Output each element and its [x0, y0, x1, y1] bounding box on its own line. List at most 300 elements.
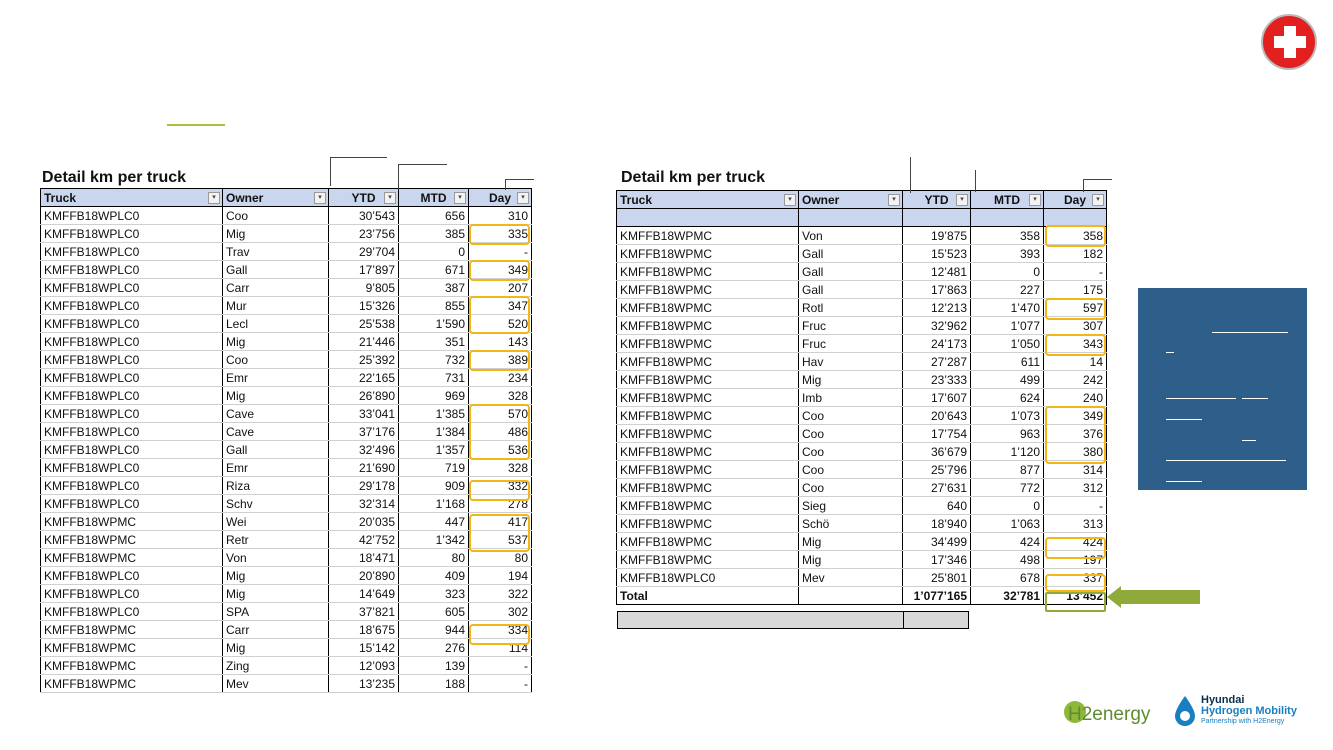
table-row — [41, 315, 532, 333]
cell-truck[interactable]: KMFFB18WPMC — [617, 497, 799, 515]
cell-mtd[interactable]: 1’470 — [971, 299, 1044, 317]
cell-ytd[interactable]: 37’176 — [329, 423, 399, 441]
cell-truck[interactable]: KMFFB18WPMC — [617, 263, 799, 281]
cell-mtd[interactable]: 409 — [399, 567, 469, 585]
cell-mtd[interactable]: 611 — [971, 353, 1044, 371]
cell-mtd[interactable]: 358 — [971, 227, 1044, 245]
cell-truck[interactable]: KMFFB18WPLC0 — [41, 243, 223, 261]
cell-owner[interactable]: SPA — [223, 603, 329, 621]
cell-mtd[interactable]: 969 — [399, 387, 469, 405]
cell-truck[interactable]: KMFFB18WPMC — [617, 389, 799, 407]
cell-mtd[interactable]: 1’357 — [399, 441, 469, 459]
cell-owner[interactable]: Coo — [799, 425, 903, 443]
cell-mtd[interactable]: 80 — [399, 549, 469, 567]
cell-truck[interactable]: KMFFB18WPMC — [617, 335, 799, 353]
table-row — [41, 297, 532, 315]
highlight-box — [1045, 334, 1106, 356]
table-row — [41, 387, 532, 405]
swiss-flag-icon — [1261, 14, 1317, 70]
cell-ytd[interactable]: 32’496 — [329, 441, 399, 459]
cell-ytd[interactable]: 26’890 — [329, 387, 399, 405]
cell-ytd[interactable]: 14’649 — [329, 585, 399, 603]
cell-truck[interactable]: KMFFB18WPMC — [41, 621, 223, 639]
header-owner[interactable]: Owner ▾ — [799, 191, 903, 209]
cell-day[interactable]: 14 — [1044, 353, 1107, 371]
cell-mtd[interactable]: 944 — [399, 621, 469, 639]
cell-mtd[interactable]: 855 — [399, 297, 469, 315]
cell-owner[interactable]: Imb — [799, 389, 903, 407]
cell-ytd[interactable]: 20’890 — [329, 567, 399, 585]
highlight-box — [469, 224, 530, 245]
table-row — [617, 371, 1107, 389]
table-row — [41, 495, 532, 513]
cell-owner[interactable]: Gall — [223, 261, 329, 279]
cell-owner[interactable]: Gall — [799, 263, 903, 281]
cell-mtd[interactable]: 139 — [399, 657, 469, 675]
header-mtd[interactable]: MTD ▾ — [399, 189, 469, 207]
cell-mtd[interactable]: 498 — [971, 551, 1044, 569]
cell-day[interactable]: 307 — [1044, 317, 1107, 335]
filter-dropdown-icon[interactable]: ▾ — [517, 192, 529, 204]
cell-owner[interactable]: Carr — [223, 621, 329, 639]
table-row — [617, 299, 1107, 317]
cell-day[interactable]: 424 — [1044, 533, 1107, 551]
cell-truck[interactable]: KMFFB18WPMC — [617, 443, 799, 461]
cell-ytd[interactable]: 12’481 — [903, 263, 971, 281]
cell-owner[interactable]: Coo — [799, 461, 903, 479]
cell-owner[interactable]: Coo — [223, 207, 329, 225]
cell-owner[interactable]: Mig — [223, 639, 329, 657]
table-row — [41, 585, 532, 603]
cell-day[interactable]: 182 — [1044, 245, 1107, 263]
cell-ytd[interactable]: 13’235 — [329, 675, 399, 693]
highlight-box — [1045, 225, 1106, 247]
cell-mtd[interactable]: 1’342 — [399, 531, 469, 549]
cell-owner[interactable]: Wei — [223, 513, 329, 531]
cell-mtd[interactable]: 424 — [971, 533, 1044, 551]
total-mtd: 32’781 — [971, 587, 1044, 605]
cell-ytd[interactable]: 15’142 — [329, 639, 399, 657]
cell-truck[interactable]: KMFFB18WPMC — [617, 371, 799, 389]
cell-day[interactable]: 335 — [469, 225, 532, 243]
cell-day[interactable]: 537 — [469, 531, 532, 549]
cell-ytd[interactable]: 20’643 — [903, 407, 971, 425]
cell-owner[interactable]: Coo — [799, 443, 903, 461]
cell-ytd[interactable]: 12’213 — [903, 299, 971, 317]
cell-mtd[interactable]: 963 — [971, 425, 1044, 443]
cell-ytd[interactable]: 15’326 — [329, 297, 399, 315]
cell-ytd[interactable]: 19’875 — [903, 227, 971, 245]
cell-day[interactable]: 520 — [469, 315, 532, 333]
cell-mtd[interactable]: 656 — [399, 207, 469, 225]
cell-ytd[interactable]: 17’863 — [903, 281, 971, 299]
cell-truck[interactable]: KMFFB18WPMC — [41, 639, 223, 657]
cell-truck[interactable]: KMFFB18WPMC — [617, 299, 799, 317]
cell-day[interactable]: 389 — [469, 351, 532, 369]
cell-owner[interactable]: Von — [223, 549, 329, 567]
cell-mtd[interactable]: 387 — [399, 279, 469, 297]
cell-mtd[interactable]: 1’385 — [399, 405, 469, 423]
filter-dropdown-icon[interactable]: ▾ — [888, 194, 900, 206]
cell-truck[interactable]: KMFFB18WPLC0 — [41, 369, 223, 387]
callout-line — [910, 157, 927, 193]
cell-mtd[interactable]: 1’077 — [971, 317, 1044, 335]
cell-ytd[interactable]: 32’314 — [329, 495, 399, 513]
cell-day[interactable]: 536 — [469, 441, 532, 459]
filter-dropdown-icon[interactable]: ▾ — [1029, 194, 1041, 206]
highlight-box — [1045, 406, 1106, 464]
cell-truck[interactable]: KMFFB18WPLC0 — [41, 261, 223, 279]
cell-truck[interactable]: KMFFB18WPMC — [617, 353, 799, 371]
cell-owner[interactable]: Sieg — [799, 497, 903, 515]
cell-day[interactable]: 313 — [1044, 515, 1107, 533]
cell-mtd[interactable]: 671 — [399, 261, 469, 279]
cell-ytd[interactable]: 30’543 — [329, 207, 399, 225]
cell-mtd[interactable]: 772 — [971, 479, 1044, 497]
cell-mtd[interactable]: 188 — [399, 675, 469, 693]
cell-owner[interactable]: Schv — [223, 495, 329, 513]
cell-ytd[interactable]: 23’333 — [903, 371, 971, 389]
table-row — [41, 369, 532, 387]
cell-day[interactable]: 310 — [469, 207, 532, 225]
cell-ytd[interactable]: 24’173 — [903, 335, 971, 353]
table-row — [617, 263, 1107, 281]
cell-truck[interactable]: KMFFB18WPLC0 — [41, 441, 223, 459]
cell-ytd[interactable]: 42’752 — [329, 531, 399, 549]
cell-day[interactable]: 302 — [469, 603, 532, 621]
cell-day[interactable]: - — [1044, 263, 1107, 281]
callout-line — [330, 157, 387, 186]
cell-truck[interactable]: KMFFB18WPLC0 — [41, 585, 223, 603]
cell-truck[interactable]: KMFFB18WPMC — [41, 675, 223, 693]
cell-day[interactable]: 337 — [1044, 569, 1107, 587]
cell-truck[interactable]: KMFFB18WPMC — [41, 531, 223, 549]
table-row — [617, 569, 1107, 587]
table-row — [41, 351, 532, 369]
cell-ytd[interactable]: 12’093 — [329, 657, 399, 675]
cell-owner[interactable]: Cave — [223, 405, 329, 423]
cell-owner[interactable]: Coo — [223, 351, 329, 369]
spacer-row — [617, 209, 1107, 227]
cell-owner[interactable]: Mig — [799, 371, 903, 389]
cell-ytd[interactable]: 34’499 — [903, 533, 971, 551]
total-row — [617, 587, 1107, 605]
cell-day[interactable]: 143 — [469, 333, 532, 351]
cell-day[interactable]: - — [469, 675, 532, 693]
cell-ytd[interactable]: 27’631 — [903, 479, 971, 497]
cell-truck[interactable]: KMFFB18WPMC — [617, 425, 799, 443]
cell-ytd[interactable]: 22’165 — [329, 369, 399, 387]
filter-dropdown-icon[interactable]: ▾ — [956, 194, 968, 206]
table-row — [617, 407, 1107, 425]
cell-ytd[interactable]: 25’392 — [329, 351, 399, 369]
cell-day[interactable]: 570 — [469, 405, 532, 423]
cell-owner[interactable]: Lecl — [223, 315, 329, 333]
table-row — [41, 261, 532, 279]
table-header-row — [617, 191, 1107, 209]
cell-day[interactable]: 358 — [1044, 227, 1107, 245]
highlight-box — [469, 514, 530, 552]
cell-truck[interactable]: KMFFB18WPMC — [617, 227, 799, 245]
cell-truck[interactable]: KMFFB18WPLC0 — [41, 459, 223, 477]
table-row — [41, 513, 532, 531]
cell-truck[interactable]: KMFFB18WPLC0 — [41, 495, 223, 513]
cell-ytd[interactable]: 25’538 — [329, 315, 399, 333]
cell-mtd[interactable]: 0 — [971, 497, 1044, 515]
cell-day[interactable]: 278 — [469, 495, 532, 513]
green-arrow-icon — [1107, 586, 1200, 608]
cell-day[interactable]: 328 — [469, 387, 532, 405]
cell-mtd[interactable]: 447 — [399, 513, 469, 531]
cell-mtd[interactable]: 227 — [971, 281, 1044, 299]
table-row — [41, 477, 532, 495]
cell-truck[interactable]: KMFFB18WPLC0 — [41, 297, 223, 315]
cell-day[interactable]: - — [469, 657, 532, 675]
cell-day[interactable]: - — [1044, 497, 1107, 515]
cell-owner[interactable]: Fruc — [799, 317, 903, 335]
cell-mtd[interactable]: 351 — [399, 333, 469, 351]
filter-dropdown-icon[interactable]: ▾ — [1092, 194, 1104, 206]
cell-owner[interactable]: Riza — [223, 477, 329, 495]
cell-truck[interactable]: KMFFB18WPLC0 — [41, 567, 223, 585]
filter-dropdown-icon[interactable]: ▾ — [784, 194, 796, 206]
cell-mtd[interactable]: 0 — [971, 263, 1044, 281]
cell-mtd[interactable]: 719 — [399, 459, 469, 477]
cell-mtd[interactable]: 909 — [399, 477, 469, 495]
cell-day[interactable]: 328 — [469, 459, 532, 477]
cell-truck[interactable]: KMFFB18WPLC0 — [41, 279, 223, 297]
cell-mtd[interactable]: 1’120 — [971, 443, 1044, 461]
cell-owner[interactable]: Mev — [223, 675, 329, 693]
cell-ytd[interactable]: 33’041 — [329, 405, 399, 423]
cell-day[interactable]: 380 — [1044, 443, 1107, 461]
cell-owner[interactable]: Coo — [799, 479, 903, 497]
cell-owner[interactable]: Gall — [799, 245, 903, 263]
cell-day[interactable]: 207 — [469, 279, 532, 297]
cell-truck[interactable]: KMFFB18WPLC0 — [41, 387, 223, 405]
cell-mtd[interactable]: 1’063 — [971, 515, 1044, 533]
cell-day[interactable]: 114 — [469, 639, 532, 657]
cell-owner[interactable]: Mig — [223, 567, 329, 585]
cell-ytd[interactable]: 32’962 — [903, 317, 971, 335]
cell-ytd[interactable]: 25’796 — [903, 461, 971, 479]
cell-owner[interactable]: Mig — [799, 551, 903, 569]
cell-day[interactable]: 234 — [469, 369, 532, 387]
cell-owner[interactable]: Mig — [223, 387, 329, 405]
cell-mtd[interactable]: 877 — [971, 461, 1044, 479]
header-owner[interactable]: Owner ▾ — [223, 189, 329, 207]
cell-ytd[interactable]: 29’178 — [329, 477, 399, 495]
cell-ytd[interactable]: 36’679 — [903, 443, 971, 461]
cell-owner[interactable]: Fruc — [799, 335, 903, 353]
cell-ytd[interactable]: 29’704 — [329, 243, 399, 261]
cell-ytd[interactable]: 18’675 — [329, 621, 399, 639]
cell-ytd[interactable]: 9’805 — [329, 279, 399, 297]
filter-dropdown-icon[interactable]: ▾ — [384, 192, 396, 204]
cell-truck[interactable]: KMFFB18WPMC — [617, 461, 799, 479]
cell-mtd[interactable]: 393 — [971, 245, 1044, 263]
cell-owner[interactable]: Rotl — [799, 299, 903, 317]
cell-owner[interactable]: Gall — [223, 441, 329, 459]
cell-truck[interactable]: KMFFB18WPMC — [617, 533, 799, 551]
cell-day[interactable]: 314 — [1044, 461, 1107, 479]
cell-truck[interactable]: KMFFB18WPLC0 — [41, 423, 223, 441]
cell-truck[interactable]: KMFFB18WPLC0 — [41, 477, 223, 495]
cell-mtd[interactable]: 678 — [971, 569, 1044, 587]
cell-owner[interactable]: Carr — [223, 279, 329, 297]
cell-owner[interactable]: Schö — [799, 515, 903, 533]
cell-ytd[interactable]: 27’287 — [903, 353, 971, 371]
cell-ytd[interactable]: 18’940 — [903, 515, 971, 533]
cell-truck[interactable]: KMFFB18WPLC0 — [41, 207, 223, 225]
filter-dropdown-icon[interactable]: ▾ — [314, 192, 326, 204]
cell-mtd[interactable]: 385 — [399, 225, 469, 243]
cell-mtd[interactable]: 1’168 — [399, 495, 469, 513]
cell-day[interactable]: - — [469, 243, 532, 261]
filter-dropdown-icon[interactable]: ▾ — [208, 192, 220, 204]
header-ytd[interactable]: YTD ▾ — [329, 189, 399, 207]
cell-day[interactable]: 197 — [1044, 551, 1107, 569]
cell-ytd[interactable]: 20’035 — [329, 513, 399, 531]
cell-owner[interactable]: Zing — [223, 657, 329, 675]
header-day[interactable]: Day ▾ — [469, 189, 532, 207]
cell-day[interactable]: 194 — [469, 567, 532, 585]
cell-day[interactable]: 347 — [469, 297, 532, 315]
table-row — [617, 479, 1107, 497]
table-row — [41, 459, 532, 477]
table-header-row — [41, 189, 532, 207]
cell-owner[interactable]: Mev — [799, 569, 903, 587]
cell-day[interactable]: 332 — [469, 477, 532, 495]
cell-truck[interactable]: KMFFB18WPMC — [617, 551, 799, 569]
cell-ytd[interactable]: 21’690 — [329, 459, 399, 477]
filter-dropdown-icon[interactable]: ▾ — [454, 192, 466, 204]
table-row — [617, 353, 1107, 371]
cell-owner[interactable]: Cave — [223, 423, 329, 441]
cell-owner[interactable]: Trav — [223, 243, 329, 261]
cell-truck[interactable]: KMFFB18WPLC0 — [41, 351, 223, 369]
cell-truck[interactable]: KMFFB18WPLC0 — [41, 225, 223, 243]
header-ytd[interactable]: YTD ▾ — [903, 191, 971, 209]
cell-day[interactable]: 322 — [469, 585, 532, 603]
cell-mtd[interactable]: 323 — [399, 585, 469, 603]
cell-owner[interactable]: Mig — [223, 225, 329, 243]
header-day[interactable]: Day ▾ — [1044, 191, 1107, 209]
cell-owner[interactable]: Coo — [799, 407, 903, 425]
cell-owner[interactable]: Mig — [799, 533, 903, 551]
highlight-box — [1045, 574, 1106, 592]
cell-ytd[interactable]: 23’756 — [329, 225, 399, 243]
cell-owner[interactable]: Von — [799, 227, 903, 245]
cell-mtd[interactable]: 1’590 — [399, 315, 469, 333]
table-row — [41, 441, 532, 459]
accent-line — [167, 124, 225, 126]
cell-truck[interactable]: KMFFB18WPMC — [617, 317, 799, 335]
cell-truck[interactable]: KMFFB18WPLC0 — [41, 315, 223, 333]
cell-day[interactable]: 175 — [1044, 281, 1107, 299]
cell-truck[interactable]: KMFFB18WPLC0 — [41, 333, 223, 351]
cell-truck[interactable]: KMFFB18WPLC0 — [41, 405, 223, 423]
cell-mtd[interactable]: 731 — [399, 369, 469, 387]
cell-ytd[interactable]: 17’346 — [903, 551, 971, 569]
table-row — [617, 551, 1107, 569]
cell-ytd[interactable]: 21’446 — [329, 333, 399, 351]
cell-mtd[interactable]: 605 — [399, 603, 469, 621]
cell-day[interactable]: 240 — [1044, 389, 1107, 407]
cell-ytd[interactable]: 37’821 — [329, 603, 399, 621]
cell-owner[interactable]: Mig — [223, 333, 329, 351]
cell-ytd[interactable]: 18’471 — [329, 549, 399, 567]
cell-mtd[interactable]: 1’050 — [971, 335, 1044, 353]
cell-mtd[interactable]: 0 — [399, 243, 469, 261]
cell-ytd[interactable]: 17’754 — [903, 425, 971, 443]
cell-day[interactable]: 343 — [1044, 335, 1107, 353]
total-day: 13’452 — [1044, 587, 1107, 605]
cell-ytd[interactable]: 17’607 — [903, 389, 971, 407]
cell-truck[interactable]: KMFFB18WPLC0 — [41, 603, 223, 621]
table-row — [617, 389, 1107, 407]
cell-day[interactable]: 334 — [469, 621, 532, 639]
cell-mtd[interactable]: 499 — [971, 371, 1044, 389]
cell-owner[interactable]: Mig — [223, 585, 329, 603]
cell-mtd[interactable]: 624 — [971, 389, 1044, 407]
table-row — [617, 317, 1107, 335]
cell-truck[interactable]: KMFFB18WPMC — [617, 515, 799, 533]
cell-truck[interactable]: KMFFB18WPLC0 — [617, 569, 799, 587]
cell-owner[interactable]: Mur — [223, 297, 329, 315]
header-truck[interactable]: Truck ▾ — [41, 189, 223, 207]
cell-truck[interactable]: KMFFB18WPMC — [41, 657, 223, 675]
cell-owner[interactable]: Retr — [223, 531, 329, 549]
table-row — [41, 225, 532, 243]
cell-truck[interactable]: KMFFB18WPMC — [617, 245, 799, 263]
cell-truck[interactable]: KMFFB18WPMC — [617, 407, 799, 425]
cell-truck[interactable]: KMFFB18WPMC — [617, 479, 799, 497]
cell-owner[interactable]: Hav — [799, 353, 903, 371]
header-truck[interactable]: Truck ▾ — [617, 191, 799, 209]
cell-day[interactable]: 376 — [1044, 425, 1107, 443]
cell-mtd[interactable]: 1’384 — [399, 423, 469, 441]
callout-line — [505, 179, 534, 190]
cell-ytd[interactable]: 640 — [903, 497, 971, 515]
cell-mtd[interactable]: 276 — [399, 639, 469, 657]
cell-owner[interactable]: Emr — [223, 369, 329, 387]
cell-day[interactable]: 417 — [469, 513, 532, 531]
cell-day[interactable]: 486 — [469, 423, 532, 441]
cell-ytd[interactable]: 17’897 — [329, 261, 399, 279]
cell-mtd[interactable]: 732 — [399, 351, 469, 369]
cell-day[interactable]: 80 — [469, 549, 532, 567]
cell-day[interactable]: 312 — [1044, 479, 1107, 497]
table-row — [41, 531, 532, 549]
cell-day[interactable]: 349 — [1044, 407, 1107, 425]
header-mtd[interactable]: MTD ▾ — [971, 191, 1044, 209]
table-row — [617, 515, 1107, 533]
cell-ytd[interactable]: 25’801 — [903, 569, 971, 587]
cell-owner[interactable]: Gall — [799, 281, 903, 299]
cell-day[interactable]: 242 — [1044, 371, 1107, 389]
right-table-title: Detail km per truck — [621, 169, 766, 186]
cell-truck[interactable]: KMFFB18WPMC — [617, 281, 799, 299]
cell-owner[interactable]: Emr — [223, 459, 329, 477]
cell-ytd[interactable]: 15’523 — [903, 245, 971, 263]
table-row — [41, 567, 532, 585]
cell-mtd[interactable]: 1’073 — [971, 407, 1044, 425]
cell-truck[interactable]: KMFFB18WPMC — [41, 513, 223, 531]
cell-day[interactable]: 597 — [1044, 299, 1107, 317]
cell-truck[interactable]: KMFFB18WPMC — [41, 549, 223, 567]
cell-day[interactable]: 349 — [469, 261, 532, 279]
